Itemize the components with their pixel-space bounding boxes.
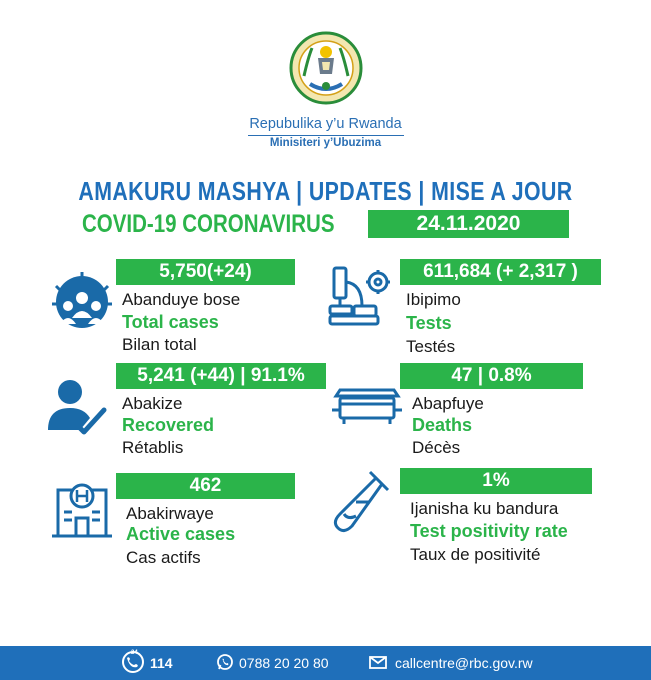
person-check-icon: [46, 378, 108, 443]
deaths-kinyarwanda: Abapfuye: [412, 394, 484, 413]
people-virus-icon: [50, 272, 114, 341]
ministry-name: Minisiteri y’Ubuzima: [269, 137, 382, 149]
hotline-badge: 24: [131, 650, 138, 656]
whatsapp-number[interactable]: 0788 20 20 80: [239, 655, 329, 671]
email-address[interactable]: callcentre@rbc.gov.rw: [395, 655, 533, 671]
coffin-icon: [330, 386, 404, 431]
positivity-french: Taux de positivité: [410, 545, 541, 564]
deaths-english: Deaths: [412, 415, 473, 435]
tests-french: Testés: [406, 337, 456, 356]
tests-value: 611,684 (+ 2,317 ): [400, 259, 601, 285]
republic-name: Repubulika y’u Rwanda: [249, 116, 402, 132]
hotline-number[interactable]: 114: [150, 655, 173, 671]
recovered-value: 5,241 (+44) | 91.1%: [116, 363, 326, 389]
email-icon: [369, 656, 387, 674]
tests-english: Tests: [406, 313, 452, 333]
microscope-icon: [326, 262, 394, 333]
active-cases-french: Cas actifs: [126, 548, 201, 567]
positivity-value: 1%: [400, 468, 592, 494]
recovered-french: Rétablis: [122, 438, 184, 457]
positivity-kinyarwanda: Ijanisha ku bandura: [410, 499, 559, 518]
active-cases-english: Active cases: [126, 524, 236, 544]
total-cases-value: 5,750(+24): [116, 259, 295, 285]
deaths-french: Décès: [412, 438, 461, 457]
whatsapp-icon: [217, 654, 233, 675]
total-cases-english: Total cases: [122, 312, 219, 332]
active-cases-kinyarwanda: Abakirwaye: [126, 504, 214, 523]
hospital-icon: [50, 480, 114, 545]
divider: [248, 135, 404, 136]
test-tube-icon: [326, 468, 392, 541]
total-cases-french: Bilan total: [122, 335, 197, 354]
positivity-english: Test positivity rate: [410, 521, 568, 541]
total-cases-kinyarwanda: Abanduye bose: [122, 290, 241, 309]
recovered-english: Recovered: [122, 415, 215, 435]
active-cases-value: 462: [116, 473, 295, 499]
deaths-value: 47 | 0.8%: [400, 363, 583, 389]
report-date: 24.11.2020: [368, 210, 569, 238]
page-title: AMAKURU MASHYA | UPDATES | MISE A JOUR: [78, 176, 573, 206]
tests-kinyarwanda: Ibipimo: [406, 290, 461, 309]
recovered-kinyarwanda: Abakize: [122, 394, 183, 413]
rwanda-coat-of-arms-seal: [288, 28, 364, 112]
page-subtitle: COVID-19 CORONAVIRUS: [82, 210, 335, 238]
